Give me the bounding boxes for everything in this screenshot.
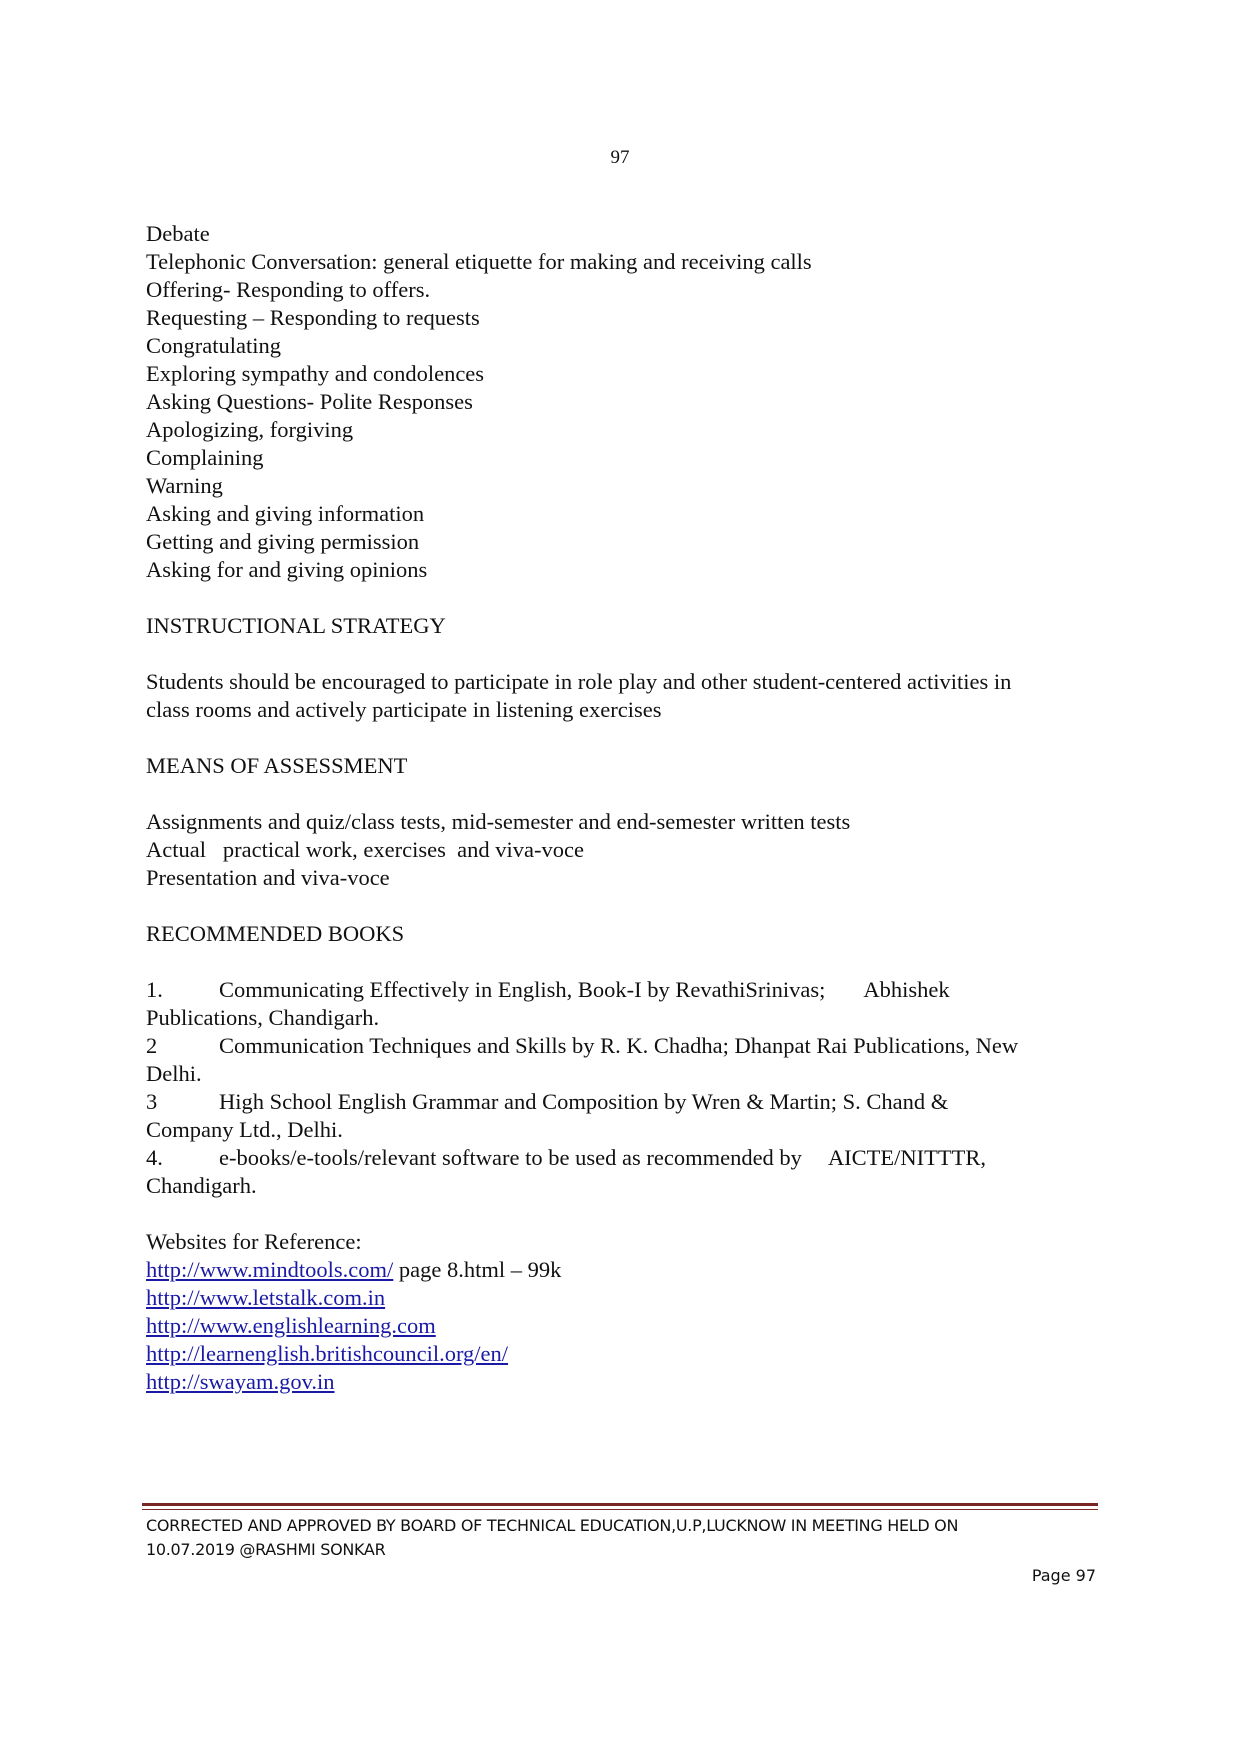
topic-item: Offering- Responding to offers. bbox=[146, 277, 431, 302]
topic-item: Exploring sympathy and condolences bbox=[146, 361, 485, 386]
websites-heading: Websites for Reference: bbox=[146, 1229, 362, 1254]
book-title-cont: Delhi. bbox=[146, 1061, 202, 1086]
topic-item: Requesting – Responding to requests bbox=[146, 305, 480, 330]
topic-item: Asking for and giving opinions bbox=[146, 557, 428, 582]
assessment-item: Assignments and quiz/class tests, mid-semester and end-semester written tests bbox=[146, 809, 851, 834]
website-link[interactable]: http://www.letstalk.com.in bbox=[146, 1285, 386, 1310]
topic-item: Telephonic Conversation: general etiquette for making and receiving calls bbox=[146, 249, 812, 274]
instructional-strategy-text: class rooms and actively participate in listening exercises bbox=[146, 697, 662, 722]
recommended-books-heading: RECOMMENDED BOOKS bbox=[146, 921, 405, 946]
book-title-end: Abhishek bbox=[863, 977, 950, 1002]
website-link[interactable]: http://learnenglish.britishcouncil.org/en/ bbox=[146, 1341, 509, 1366]
website-item bbox=[146, 1340, 1096, 1368]
website-link[interactable]: http://www.englishlearning.com bbox=[146, 1313, 436, 1338]
book-item bbox=[146, 1088, 1096, 1144]
book-number: 3 bbox=[146, 1089, 158, 1114]
book-number: 2 bbox=[146, 1033, 158, 1058]
book-number: 4. bbox=[146, 1145, 163, 1170]
instructional-strategy-heading: INSTRUCTIONAL STRATEGY bbox=[146, 613, 446, 638]
book-title: Communication Techniques and Skills by R. K. Chadha; Dhanpat Rai Publications, New bbox=[219, 1033, 1019, 1058]
footer bbox=[146, 1514, 1096, 1562]
website-link-suffix: page 8.html – 99k bbox=[393, 1257, 562, 1282]
instructional-strategy-text: Students should be encouraged to participate in role play and other student-centered activities in bbox=[146, 669, 1012, 694]
topic-list bbox=[146, 220, 1096, 584]
book-title: Communicating Effectively in English, Book-I by RevathiSrinivas; bbox=[219, 977, 826, 1002]
book-item bbox=[146, 1032, 1096, 1088]
website-item bbox=[146, 1312, 1096, 1340]
footer-divider bbox=[142, 1503, 1098, 1506]
page-number-top: 97 bbox=[610, 147, 630, 168]
book-title-cont: Publications, Chandigarh. bbox=[146, 1005, 380, 1030]
topic-item: Warning bbox=[146, 473, 223, 498]
assessment-item: Actual practical work, exercises and viva-voce bbox=[146, 837, 584, 862]
topic-item: Getting and giving permission bbox=[146, 529, 420, 554]
footer-approval-text: CORRECTED AND APPROVED BY BOARD OF TECHNICAL EDUCATION,U.P,LUCKNOW IN MEETING HELD ON bbox=[146, 1516, 959, 1535]
website-item bbox=[146, 1256, 1096, 1284]
book-item bbox=[146, 1144, 1096, 1200]
topic-item: Complaining bbox=[146, 445, 264, 470]
book-title: e-books/e-tools/relevant software to be used as recommended by bbox=[219, 1145, 802, 1170]
website-item bbox=[146, 1284, 1096, 1312]
website-link[interactable]: http://swayam.gov.in bbox=[146, 1369, 335, 1394]
topic-item: Asking and giving information bbox=[146, 501, 425, 526]
footer-approval-date: 10.07.2019 @RASHMI SONKAR bbox=[146, 1540, 386, 1559]
page-content bbox=[146, 220, 1096, 1396]
footer-divider-thin bbox=[142, 1509, 1098, 1510]
book-list bbox=[146, 976, 1096, 1200]
book-item bbox=[146, 976, 1096, 1032]
website-item bbox=[146, 1368, 1096, 1396]
topic-item: Debate bbox=[146, 221, 210, 246]
website-list bbox=[146, 1256, 1096, 1396]
assessment-heading: MEANS OF ASSESSMENT bbox=[146, 753, 408, 778]
book-number: 1. bbox=[146, 977, 163, 1002]
footer-page-number: Page 97 bbox=[1031, 1566, 1096, 1585]
website-link[interactable]: http://www.mindtools.com/ bbox=[146, 1257, 394, 1282]
book-title-cont: Chandigarh. bbox=[146, 1173, 257, 1198]
book-title-end: AICTE/NITTTR, bbox=[827, 1145, 987, 1170]
topic-item: Congratulating bbox=[146, 333, 281, 358]
assessment-item: Presentation and viva-voce bbox=[146, 865, 390, 890]
book-title: High School English Grammar and Composition by Wren & Martin; S. Chand & bbox=[219, 1089, 949, 1114]
topic-item: Asking Questions- Polite Responses bbox=[146, 389, 473, 414]
topic-item: Apologizing, forgiving bbox=[146, 417, 354, 442]
book-title-cont: Company Ltd., Delhi. bbox=[146, 1117, 343, 1142]
